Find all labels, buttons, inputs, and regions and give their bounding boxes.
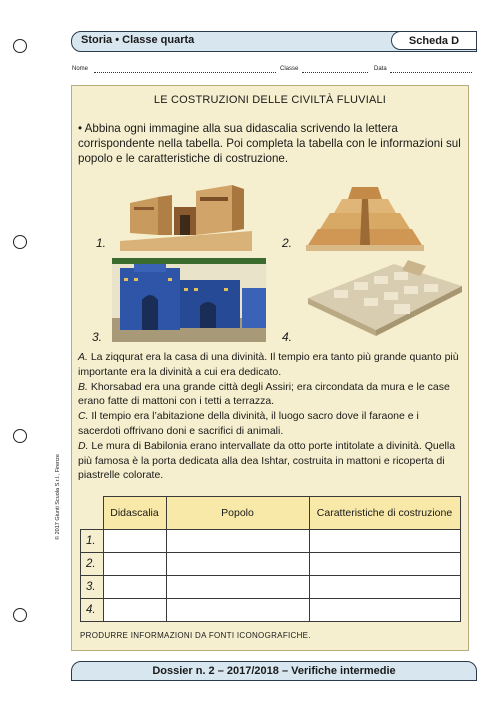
table-row: [81, 530, 461, 553]
popolo-cell[interactable]: [166, 553, 309, 576]
caption-text: La ziqqurat era la casa di una divinità. Il tempio era tanto più grande quanto più importante era la divinità a cui era dedicato.: [78, 351, 459, 378]
image-number: 2.: [282, 236, 293, 250]
temple-image: [120, 181, 252, 251]
caption-letter: A.: [78, 351, 88, 363]
image-number: 4.: [282, 330, 293, 344]
date-field[interactable]: [390, 72, 472, 73]
popolo-cell[interactable]: [166, 530, 309, 553]
caption-a: [78, 350, 464, 380]
caratteristiche-cell[interactable]: [309, 599, 460, 622]
popolo-cell[interactable]: [166, 599, 309, 622]
answer-table: [80, 496, 461, 622]
khorsabad-image: [304, 258, 464, 344]
ziggurat-image: [304, 179, 426, 251]
caption-c: [78, 409, 464, 439]
table-header-row: [81, 497, 461, 530]
didascalia-cell[interactable]: [103, 599, 166, 622]
copyright-note: © 2017 Giunti Scuola S.r.l., Firenze: [55, 454, 61, 540]
class-label: Classe: [280, 66, 299, 72]
image-number: 3.: [92, 330, 103, 344]
table-corner: [81, 497, 104, 530]
didascalia-cell[interactable]: [103, 553, 166, 576]
caption-letter: B.: [78, 380, 88, 393]
exercise-title: LE COSTRUZIONI DELLE CIVILTÀ FLUVIALI: [153, 94, 387, 106]
column-header: Didascalia: [103, 497, 166, 530]
subject-label: Storia • Classe quarta: [81, 34, 195, 46]
footer-bar: Dossier n. 2 – 2017/2018 – Verifiche intermedie: [71, 661, 477, 681]
didascalia-cell[interactable]: [103, 576, 166, 599]
didascalia-cell[interactable]: [103, 530, 166, 553]
table-row: [81, 553, 461, 576]
row-number: 2.: [81, 553, 104, 576]
binder-hole: [13, 235, 27, 249]
caption-text: Khorsabad era una grande città degli Assiri; era circondata da mura e le case erano fatte di mattoni con i tetti a terrazza.: [78, 380, 450, 408]
skill-note: PRODURRE INFORMAZIONI DA FONTI ICONOGRAFICHE.: [80, 631, 311, 640]
table-row: [81, 599, 461, 622]
table-row: [81, 576, 461, 599]
date-label: Data: [374, 66, 387, 72]
caption-text: Le mura di Babilonia erano intervallate da otto porte intitolate a divinità. Quella più famosa è la porta dedicata alla dea Ishtar, costruita in mattoni e ricoperta di piastrelle colorate.: [78, 439, 456, 482]
caption-text: Il tempio era l’abitazione della divinità, il luogo sacro dove il faraone e i sacerdoti offrivano doni e sacrifici di animali.: [78, 410, 419, 437]
column-header: Caratteristiche di costruzione: [309, 497, 460, 530]
caption-b: [78, 380, 464, 410]
sheet-tab: Scheda D: [391, 31, 477, 50]
caption-letter: D.: [78, 439, 89, 452]
column-header: Popolo: [166, 497, 309, 530]
row-number: 4.: [81, 599, 104, 622]
instruction-text: • Abbina ogni immagine alla sua didascalia scrivendo la lettera corrispondente nella tabella. Poi completa la tabella con le informazioni sul popolo e le caratteristiche di costruzione.: [78, 122, 461, 165]
popolo-cell[interactable]: [166, 576, 309, 599]
class-field[interactable]: [302, 72, 368, 73]
header-bar: [71, 31, 477, 52]
name-field[interactable]: [94, 72, 276, 73]
row-number: 3.: [81, 576, 104, 599]
row-number: 1.: [81, 530, 104, 553]
captions: [78, 350, 464, 483]
caratteristiche-cell[interactable]: [309, 576, 460, 599]
caratteristiche-cell[interactable]: [309, 553, 460, 576]
caratteristiche-cell[interactable]: [309, 530, 460, 553]
ishtar-gate-image: [112, 258, 266, 342]
caption-letter: C.: [78, 410, 89, 423]
binder-hole: [13, 39, 27, 53]
caption-d: [78, 439, 464, 483]
name-label: Nome: [72, 66, 89, 72]
binder-hole: [13, 429, 27, 443]
binder-hole: [13, 608, 27, 622]
exercise-frame: [71, 85, 469, 651]
image-number: 1.: [96, 236, 107, 250]
